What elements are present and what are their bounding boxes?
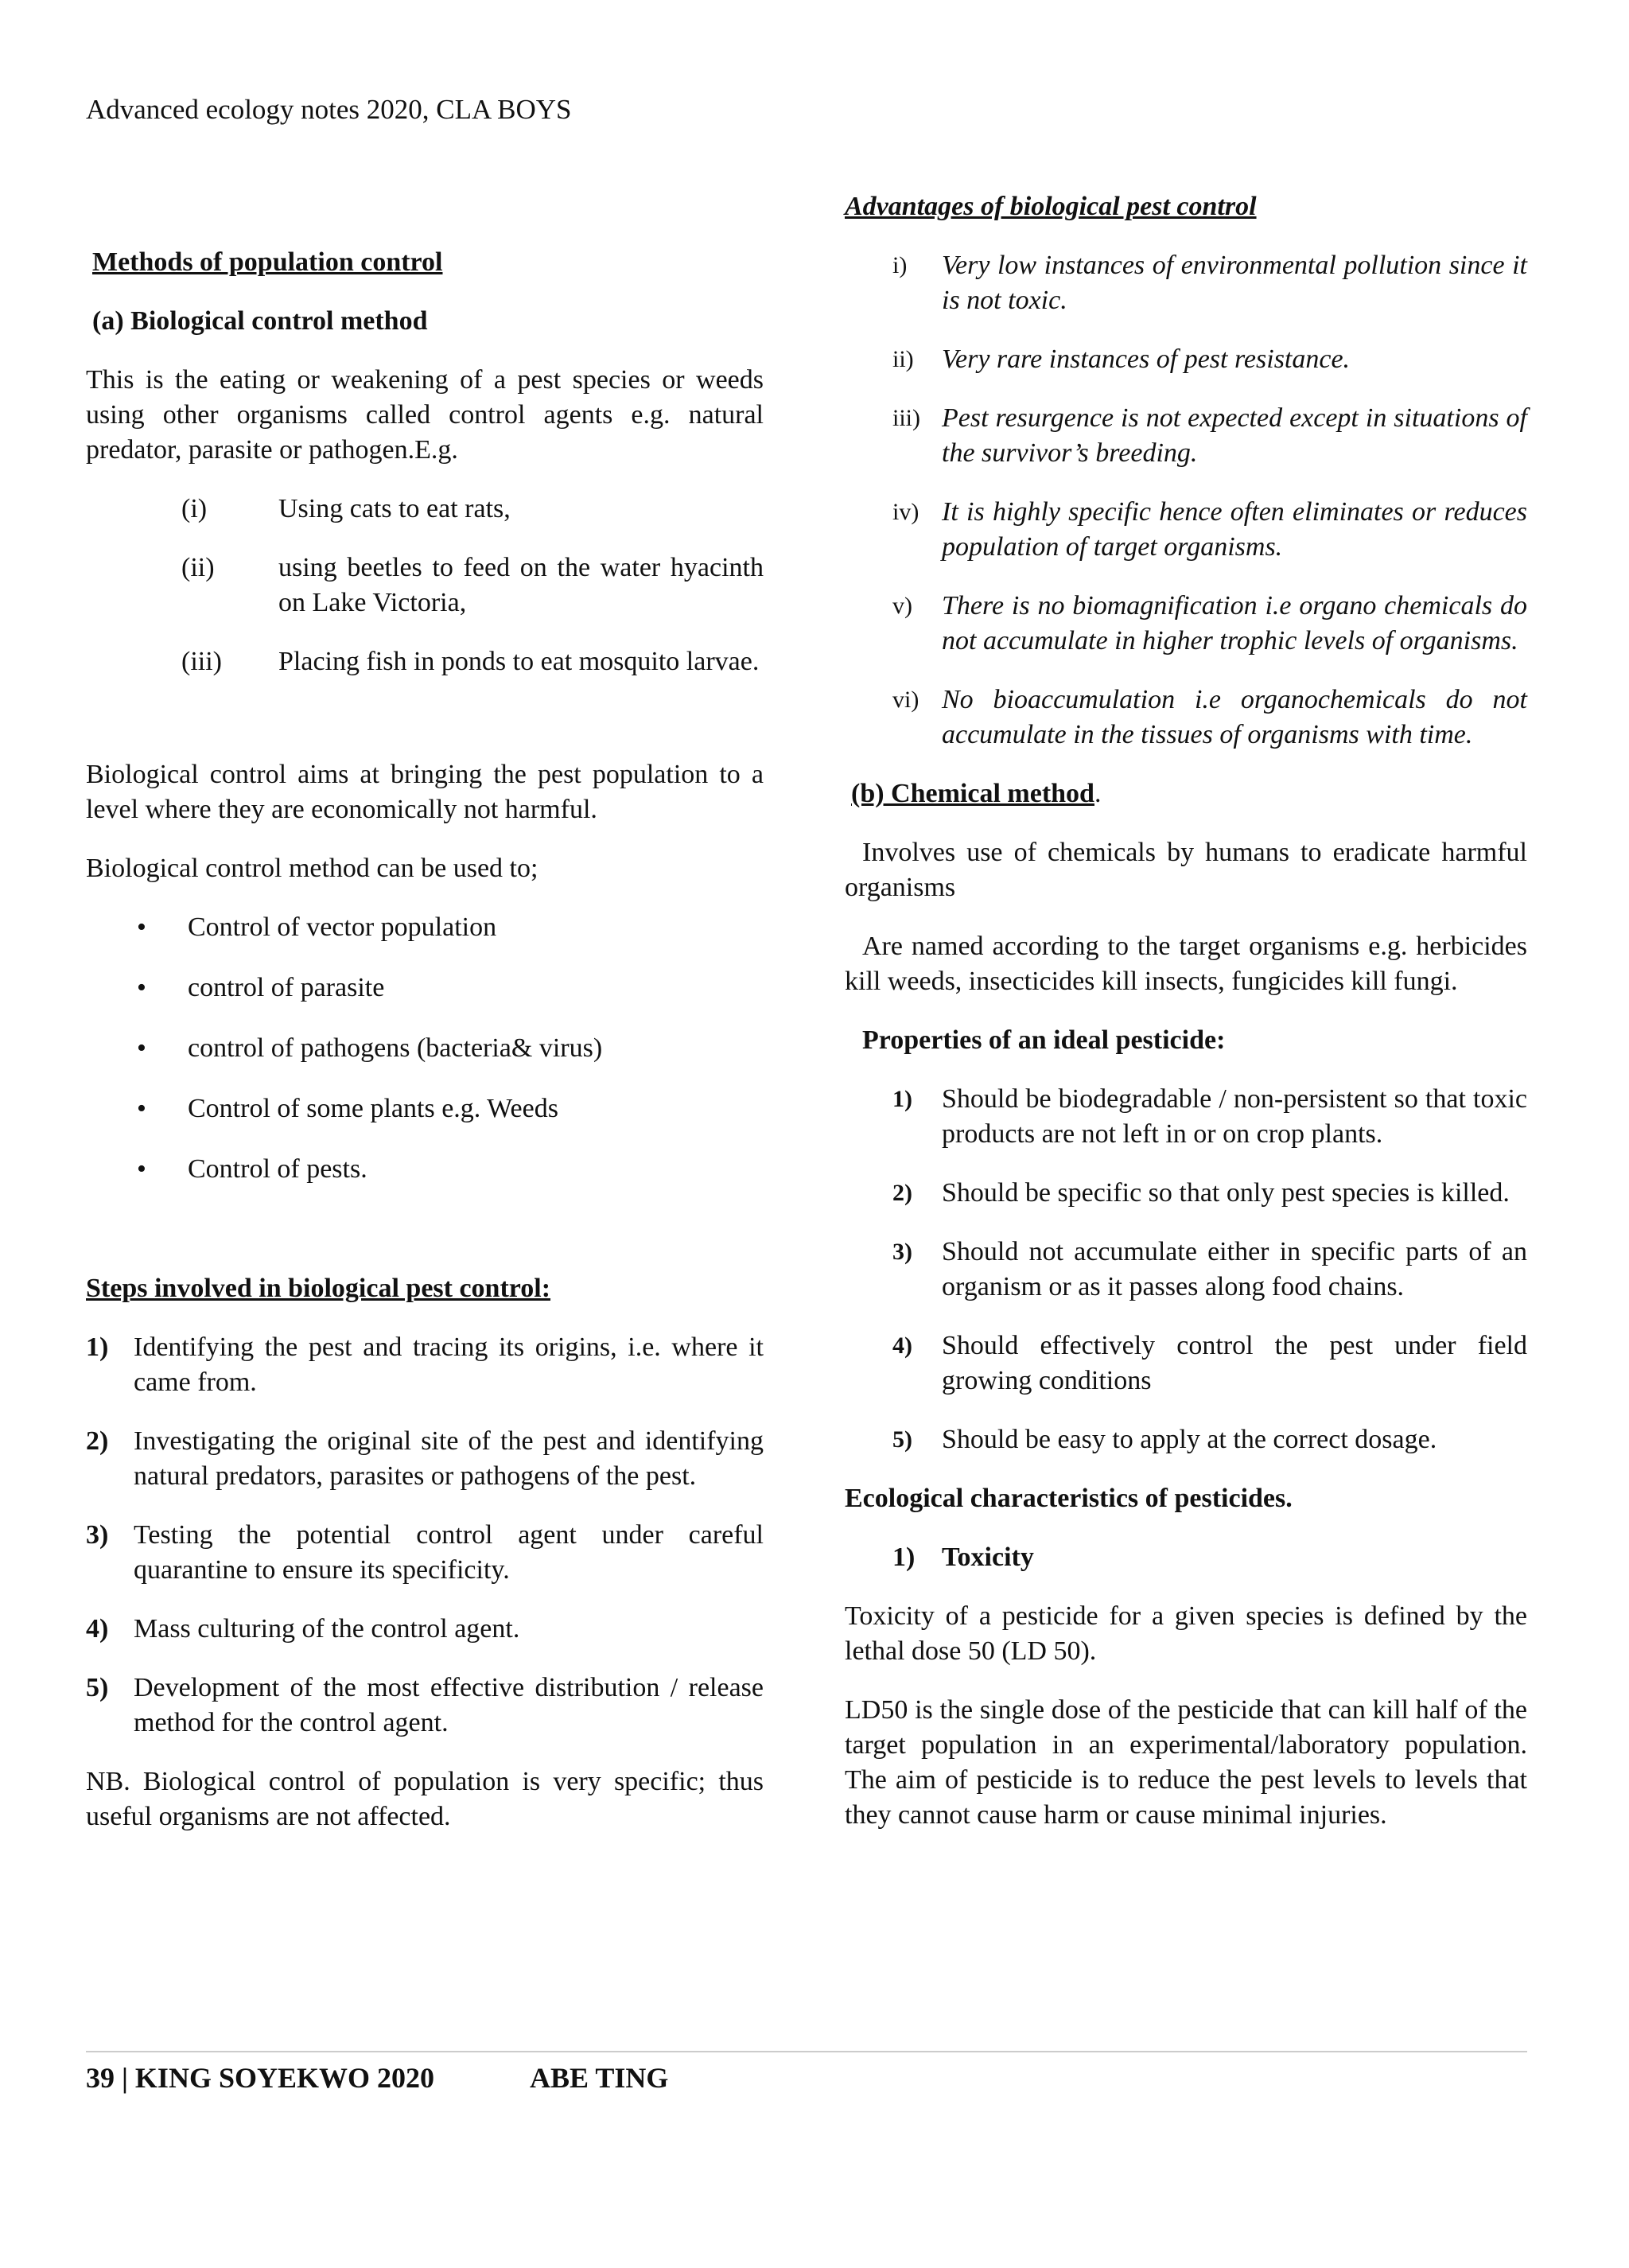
list-item-number: iii) <box>892 405 920 431</box>
list-item <box>845 342 1527 377</box>
chemical-intro: Involves use of chemicals by humans to eradicate harmful organisms <box>845 838 1527 902</box>
toxicity-heading <box>845 1540 1527 1575</box>
list-item-number: ii) <box>892 346 914 372</box>
list-item-number: 5) <box>892 1426 912 1453</box>
list-item <box>845 1329 1527 1399</box>
list-item <box>86 910 764 945</box>
list-item-number: 1) <box>86 1332 109 1362</box>
list-item-number: 1) <box>892 1086 912 1112</box>
left-column <box>86 245 764 1834</box>
uses-intro: Biological control method can be used to; <box>86 854 538 883</box>
list-item <box>845 589 1527 659</box>
list-item-text: Investigating the original site of the pest and identifying natural predators, parasites or pathogens of the pest. <box>134 1426 764 1491</box>
examples-list <box>86 492 764 679</box>
list-item <box>86 1612 764 1647</box>
running-header: Advanced ecology notes 2020, CLA BOYS <box>86 94 572 125</box>
footer-page-info: 39 | KING SOYEKWO 2020 <box>86 2062 434 2094</box>
list-item-text: Development of the most effective distribution / release method for the control agent. <box>134 1673 764 1737</box>
list-item-text: There is no biomagnification i.e organo chemicals do not accumulate in higher trophic levels of organisms. <box>942 591 1527 656</box>
chemical-method-heading <box>851 776 1527 811</box>
footer-author: ABE TING <box>529 2062 669 2094</box>
list-item <box>181 492 764 527</box>
list-item-number: 4) <box>892 1332 912 1359</box>
chemical-method-title-period: . <box>1094 779 1102 808</box>
list-item-text: Testing the potential control agent under careful quarantine to ensure its specificity. <box>134 1520 764 1585</box>
list-item-text: Control of some plants e.g. Weeds <box>188 1094 558 1123</box>
list-item-text: Should be specific so that only pest species is killed. <box>942 1178 1510 1208</box>
toxicity-definition: Toxicity of a pesticide for a given species is defined by the lethal dose 50 (LD 50). <box>845 1601 1527 1666</box>
list-item <box>86 1518 764 1588</box>
list-item <box>845 495 1527 565</box>
advantages-title: Advantages of biological pest control <box>845 192 1257 221</box>
list-item <box>845 1235 1527 1305</box>
biological-control-title: (a) Biological control method <box>92 306 428 336</box>
bullet-icon <box>86 1091 188 1126</box>
list-item-number: (i) <box>181 494 208 523</box>
list-item <box>86 1091 764 1126</box>
chemical-method-title: (b) Chemical method <box>851 779 1094 808</box>
list-item <box>86 1330 764 1400</box>
toxicity-number: 1) <box>892 1542 916 1572</box>
list-item-text: Placing fish in ponds to eat mosquito larvae. <box>278 647 760 676</box>
list-item-text: Should be easy to apply at the correct dosage. <box>942 1425 1437 1454</box>
steps-list <box>86 1330 764 1741</box>
list-item <box>86 971 764 1006</box>
ld50-paragraph: LD50 is the single dose of the pesticide that can kill half of the target population in an experimental/laboratory population. The aim of pesticide is to reduce the pest levels to levels that they cannot cause harm or cause minimal injuries. <box>845 1695 1527 1830</box>
steps-title: Steps involved in biological pest control: <box>86 1274 551 1303</box>
right-column <box>845 189 1527 1833</box>
list-item-number: vi) <box>892 687 919 713</box>
list-item-text: No bioaccumulation i.e organochemicals do not accumulate in the tissues of organisms with time. <box>942 685 1527 749</box>
list-item-text: Mass culturing of the control agent. <box>134 1614 520 1644</box>
list-item <box>86 1152 764 1187</box>
properties-list <box>845 1082 1527 1457</box>
list-item <box>845 1176 1527 1211</box>
uses-list <box>86 910 764 1187</box>
bullet-icon <box>86 1152 188 1187</box>
bullet-icon <box>86 971 188 1006</box>
list-item <box>845 401 1527 471</box>
bullet-icon <box>86 910 188 945</box>
list-item-number: 5) <box>86 1673 109 1702</box>
list-item-number: (iii) <box>181 647 222 676</box>
list-item-number: i) <box>892 252 908 278</box>
list-item-number: iv) <box>892 499 919 525</box>
list-item-number: v) <box>892 593 912 619</box>
list-item <box>181 644 764 679</box>
list-item-text: Control of pests. <box>188 1154 367 1184</box>
list-item-number: 2) <box>892 1180 912 1206</box>
list-item-text: Should not accumulate either in specific parts of an organism or as it passes along food chains. <box>942 1237 1527 1301</box>
list-item-text: Control of vector population <box>188 912 497 942</box>
ecological-characteristics-title: Ecological characteristics of pesticides. <box>845 1484 1293 1513</box>
biological-intro-paragraph: This is the eating or weakening of a pest species or weeds using other organisms called control agents e.g. natural predator, parasite or pathogen.E.g. <box>86 365 764 465</box>
chemical-naming: Are named according to the target organisms e.g. herbicides kill weeds, insecticides kill insects, fungicides kill fungi. <box>845 932 1527 996</box>
list-item-number: 2) <box>86 1426 109 1456</box>
list-item <box>845 1082 1527 1152</box>
list-item <box>845 683 1527 753</box>
list-item-number: 4) <box>86 1614 109 1644</box>
list-item-text: Very rare instances of pest resistance. <box>942 344 1351 374</box>
list-item-text: Should effectively control the pest under field growing conditions <box>942 1331 1527 1395</box>
list-item <box>86 1424 764 1494</box>
list-item-number: 3) <box>86 1520 109 1550</box>
bullet-icon <box>86 1031 188 1066</box>
list-item-number: (ii) <box>181 553 215 582</box>
list-item-text: Should be biodegradable / non-persistent so that toxic products are not left in or on crop plants. <box>942 1084 1527 1149</box>
properties-title: Properties of an ideal pesticide: <box>862 1025 1226 1055</box>
list-item <box>845 248 1527 318</box>
list-item-text: Pest resurgence is not expected except in situations of the survivor’s breeding. <box>942 403 1527 468</box>
list-item <box>845 1422 1527 1457</box>
list-item <box>86 1031 764 1066</box>
list-item <box>86 1671 764 1741</box>
nb-note: NB. Biological control of population is very specific; thus useful organisms are not affected. <box>86 1767 764 1831</box>
footer-divider <box>86 2051 1527 2052</box>
list-item-number: 3) <box>892 1239 912 1265</box>
list-item-text: Identifying the pest and tracing its origins, i.e. where it came from. <box>134 1332 764 1397</box>
list-item-text: using beetles to feed on the water hyacinth on Lake Victoria, <box>278 553 764 617</box>
page-footer <box>86 2060 668 2095</box>
list-item-text: Using cats to eat rats, <box>278 494 511 523</box>
toxicity-title: Toxicity <box>942 1542 1034 1572</box>
list-item-text: control of parasite <box>188 973 385 1002</box>
list-item <box>181 550 764 620</box>
methods-title: Methods of population control <box>92 247 443 277</box>
list-item-text: control of pathogens (bacteria& virus) <box>188 1033 603 1063</box>
advantages-list <box>845 248 1527 753</box>
list-item-text: It is highly specific hence often eliminates or reduces population of target organisms. <box>942 497 1527 562</box>
list-item-text: Very low instances of environmental pollution since it is not toxic. <box>942 251 1527 315</box>
aim-paragraph: Biological control aims at bringing the pest population to a level where they are economically not harmful. <box>86 760 764 824</box>
